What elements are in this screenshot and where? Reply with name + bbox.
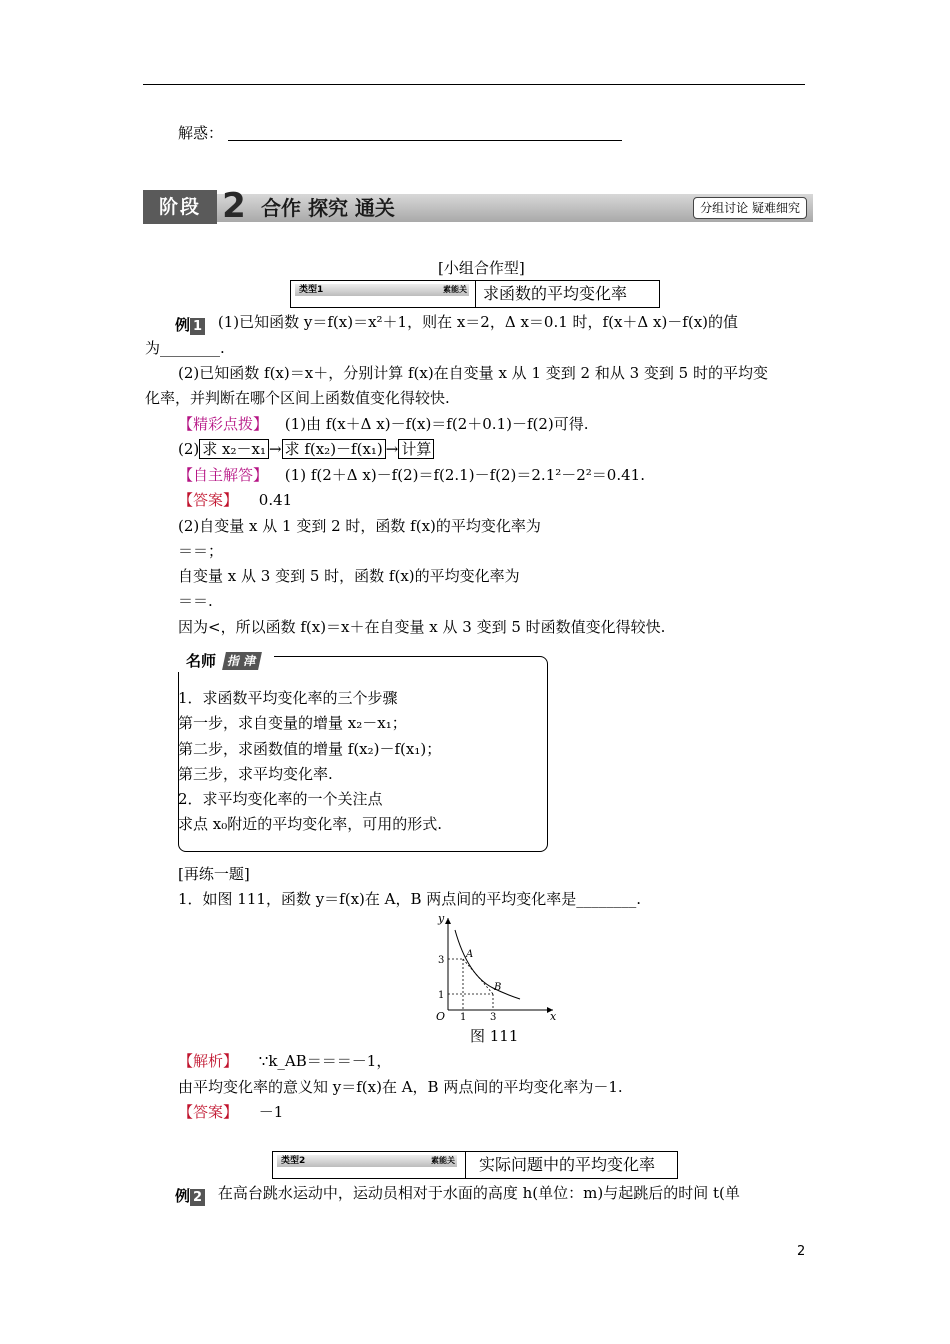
solve2-l4: ＝＝. bbox=[178, 592, 213, 610]
stage-title: 合作 探究 通关 bbox=[261, 196, 395, 220]
hint-line bbox=[178, 414, 589, 434]
mingshi-l4: 第三步，求平均变化率. bbox=[178, 765, 333, 783]
example1-line1 bbox=[175, 312, 738, 333]
example1-p2a: (2)已知函数 f(x)＝x＋，分别计算 f(x)在自变量 x 从 1 变到 2 和从 3 变到 5 时的平均变 bbox=[178, 364, 768, 382]
flow-step2: 求 f(x₂)－f(x₁) bbox=[282, 439, 386, 459]
solve2-l5: 因为<，所以函数 f(x)＝x＋在自变量 x 从 3 变到 5 时函数值变化得较快. bbox=[178, 618, 666, 636]
example2-line bbox=[175, 1183, 740, 1204]
tick-y3: 3 bbox=[438, 955, 445, 966]
answer1-label: 【答案】 bbox=[178, 491, 239, 509]
mingshi-l6: 求点 x₀附近的平均变化率，可用的形式. bbox=[178, 815, 443, 833]
example1-badge-num: 1 bbox=[190, 318, 205, 335]
mingshi-l3: 第二步，求函数值的增量 f(x₂)－f(x₁)； bbox=[178, 740, 442, 758]
type2-title: 实际问题中的平均变化率 bbox=[479, 1155, 656, 1174]
solve2-l1: (2)自变量 x 从 1 变到 2 时，函数 f(x)的平均变化率为 bbox=[178, 517, 541, 535]
type1-bar bbox=[295, 284, 469, 296]
type1-divider bbox=[475, 281, 476, 307]
jiehuo-blank bbox=[228, 140, 622, 141]
stage-label: 阶段 bbox=[143, 190, 217, 224]
mingshi-l1: 1．求函数平均变化率的三个步骤 bbox=[178, 689, 398, 707]
type1-label: 类型1 bbox=[299, 285, 324, 295]
example2-badge bbox=[175, 1186, 205, 1204]
mingshi-head bbox=[178, 650, 274, 672]
type2-label: 类型2 bbox=[281, 1156, 306, 1166]
hint-flow bbox=[178, 439, 434, 459]
example1-p1fx: y＝f(x)＝x²＋1，则在 x＝2，Δ x＝0.1 时，f(x＋Δ x)－f(x)的值 bbox=[303, 313, 739, 331]
solve-label: 【自主解答】 bbox=[178, 466, 269, 484]
answer1-value: 0.41 bbox=[258, 491, 293, 509]
flow-step1: 求 x₂－x₁ bbox=[199, 439, 269, 459]
label-x: x bbox=[550, 1010, 557, 1020]
example1-p1b: 为________. bbox=[145, 339, 225, 357]
example2-badge-text: 例 bbox=[175, 1187, 191, 1205]
page-number: 2 bbox=[797, 1244, 806, 1259]
hint-text1: (1)由 f(x＋Δ x)－f(x)＝f(2＋0.1)－f(2)可得. bbox=[284, 415, 589, 433]
example2-badge-num: 2 bbox=[190, 1189, 205, 1206]
answer2-label: 【答案】 bbox=[178, 1103, 239, 1121]
type2-header bbox=[272, 1151, 678, 1179]
solve2-l3: 自变量 x 从 3 变到 5 时，函数 f(x)的平均变化率为 bbox=[178, 567, 520, 585]
mingshi-head-a: 名师 bbox=[186, 652, 217, 670]
mingshi-head-b: 指 津 bbox=[222, 652, 262, 670]
figure-caption: 图 111 bbox=[470, 1027, 519, 1045]
example1-p2b: 化率，并判断在哪个区间上函数值变化得较快. bbox=[145, 389, 450, 407]
type2-divider bbox=[465, 1152, 466, 1178]
example1-badge-text: 例 bbox=[175, 316, 191, 334]
point-b-label: B bbox=[494, 982, 502, 993]
stage-tag: 分组讨论 疑难细究 bbox=[693, 197, 807, 219]
answer2-line bbox=[178, 1102, 283, 1122]
figure-graph bbox=[428, 910, 563, 1020]
stage-banner bbox=[143, 186, 813, 226]
top-rule bbox=[143, 84, 805, 85]
solve-text1: (1) f(2＋Δ x)－f(2)＝f(2.1)－f(2)＝2.1²－2²＝0.41. bbox=[284, 466, 645, 484]
solve2-l2: ＝＝； bbox=[178, 542, 224, 560]
flow-arrow1: → bbox=[268, 440, 282, 458]
type2-tag: 素能关 bbox=[431, 1156, 455, 1165]
stage-number: 2 bbox=[222, 186, 246, 226]
example2-text: 在高台跳水运动中，运动员相对于水面的高度 h(单位：m)与起跳后的时间 t(单 bbox=[217, 1184, 740, 1202]
tick-x3: 3 bbox=[490, 1012, 497, 1020]
example1-badge bbox=[175, 315, 205, 333]
practice-label: [再练一题] bbox=[178, 865, 250, 883]
type1-header bbox=[290, 280, 660, 308]
hint-label: 【精彩点拨】 bbox=[178, 415, 269, 433]
curve bbox=[455, 930, 520, 999]
analysis-text1: ∵k_AB＝＝＝－1， bbox=[258, 1052, 392, 1070]
label-y: y bbox=[438, 912, 445, 925]
analysis-text2: 由平均变化率的意义知 y＝f(x)在 A，B 两点间的平均变化率为－1. bbox=[178, 1078, 623, 1096]
jiehuo-label: 解惑： bbox=[178, 124, 224, 142]
answer1-line bbox=[178, 490, 292, 510]
flow-arrow2: → bbox=[385, 440, 399, 458]
mingshi-l2: 第一步，求自变量的增量 x₂－x₁； bbox=[178, 714, 407, 732]
tick-x1: 1 bbox=[460, 1012, 467, 1020]
example1-p1a: (1)已知函数 bbox=[217, 313, 304, 331]
flow-prefix: (2) bbox=[178, 440, 200, 458]
answer2-value: －1 bbox=[258, 1103, 284, 1121]
y-arrow-icon bbox=[445, 918, 451, 924]
analysis-label: 【解析】 bbox=[178, 1052, 239, 1070]
type1-tag: 素能关 bbox=[443, 285, 467, 294]
solve-line bbox=[178, 465, 645, 485]
practice-q1: 1．如图 111，函数 y＝f(x)在 A，B 两点间的平均变化率是________. bbox=[178, 890, 642, 908]
mingshi-l5: 2．求平均变化率的一个关注点 bbox=[178, 790, 383, 808]
type1-title: 求函数的平均变化率 bbox=[483, 284, 628, 303]
analysis-line bbox=[178, 1051, 391, 1071]
flow-step3: 计算 bbox=[398, 439, 434, 459]
tick-y1: 1 bbox=[438, 990, 445, 1001]
section-label: [小组合作型] bbox=[438, 259, 525, 277]
type2-bar bbox=[277, 1155, 457, 1167]
label-origin: O bbox=[436, 1010, 446, 1020]
point-a-label: A bbox=[466, 949, 474, 960]
